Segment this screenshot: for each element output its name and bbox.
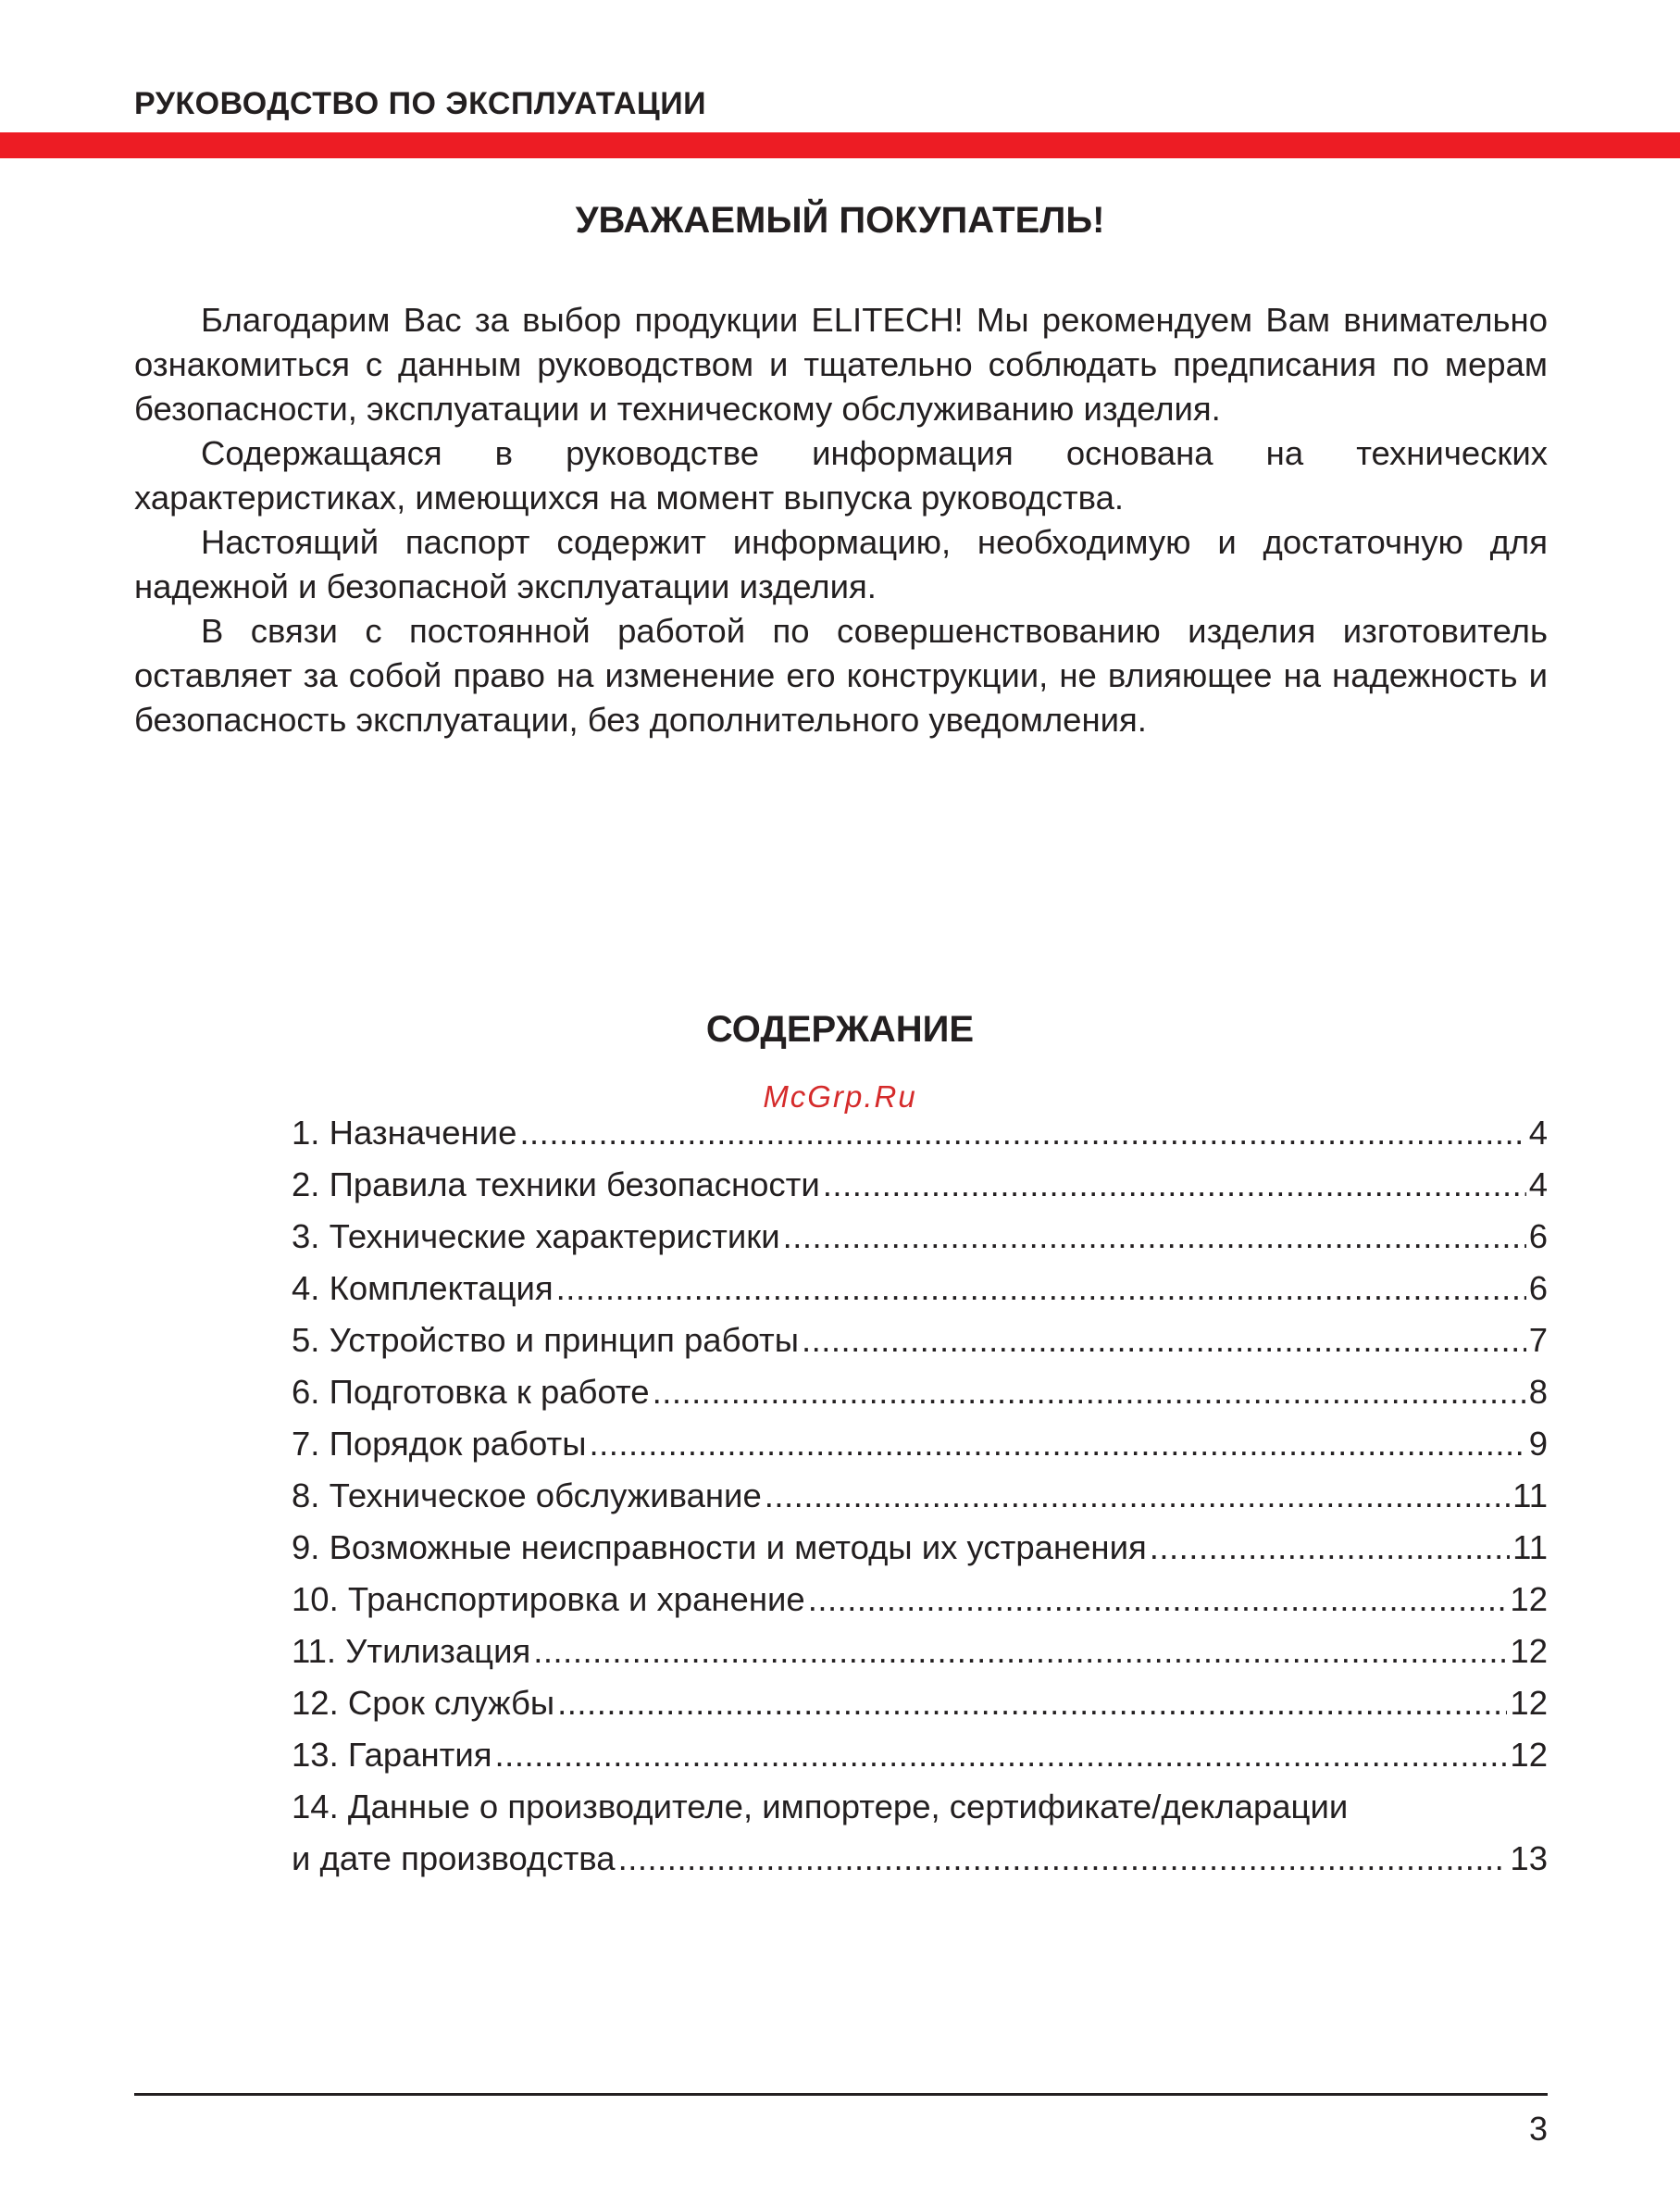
toc-item-page: 4	[1528, 1165, 1548, 1203]
toc-item-label: 12. Срок службы	[292, 1684, 555, 1722]
header-title: РУКОВОДСТВО ПО ЭКСПЛУАТАЦИИ	[134, 86, 707, 121]
toc-item-label: 13. Гарантия	[292, 1736, 492, 1774]
intro-paragraph: Настоящий паспорт содержит информацию, необходимую и достаточную для надежной и безопасной эксплуатации изделия.	[134, 523, 1548, 605]
toc-leader-dots	[653, 1366, 1526, 1418]
toc-item-label: 10. Транспортировка и хранение	[292, 1580, 805, 1618]
toc-item-page: 12	[1510, 1632, 1548, 1670]
toc-item-1[interactable]	[292, 1107, 1548, 1159]
toc-leader-dots	[808, 1574, 1508, 1626]
toc-item-11[interactable]	[292, 1626, 1548, 1677]
toc-item-2[interactable]	[292, 1159, 1548, 1211]
toc-item-10[interactable]	[292, 1574, 1548, 1626]
toc-item-label: 14. Данные о производителе, импортере, сертификате/декларации	[292, 1788, 1349, 1825]
watermark: McGrp.Ru	[763, 1079, 917, 1114]
toc-item-7[interactable]	[292, 1418, 1548, 1470]
toc-item-page: 12	[1510, 1684, 1548, 1722]
toc-item-14[interactable]	[292, 1833, 1548, 1885]
toc-item-5[interactable]	[292, 1314, 1548, 1366]
footer-rule	[134, 2093, 1548, 2096]
toc-item-page: 6	[1528, 1217, 1548, 1255]
toc-item-page: 12	[1510, 1580, 1548, 1618]
toc-leader-dots	[495, 1729, 1508, 1781]
toc-leader-dots	[783, 1211, 1526, 1263]
toc-item-label: 2. Правила техники безопасности	[292, 1165, 820, 1203]
toc-leader-dots	[519, 1107, 1525, 1159]
toc-item-page: 11	[1512, 1476, 1548, 1514]
toc-item-label: 3. Технические характеристики	[292, 1217, 780, 1255]
intro-paragraph: Благодарим Вас за выбор продукции ELITECH! Мы рекомендуем Вам внимательно ознакомиться с данным руководством и тщательно соблюдать предписания по мерам безопасности, эксплуатации и техническому обслуживанию изделия.	[134, 301, 1548, 428]
toc-item-label: 8. Техническое обслуживание	[292, 1476, 762, 1514]
toc-item-page: 9	[1528, 1425, 1548, 1463]
toc-leader-dots	[556, 1263, 1526, 1314]
toc-item-page: 11	[1512, 1528, 1548, 1566]
toc-leader-dots	[533, 1626, 1507, 1677]
toc-item-9[interactable]	[292, 1522, 1548, 1574]
toc-item-6[interactable]	[292, 1366, 1548, 1418]
toc-item-label: 4. Комплектация	[292, 1269, 554, 1307]
toc-item-14-line1[interactable]	[292, 1781, 1548, 1833]
toc-item-4[interactable]	[292, 1263, 1548, 1314]
toc-leader-dots	[618, 1833, 1508, 1885]
toc-item-label: 1. Назначение	[292, 1114, 517, 1152]
toc-leader-dots	[802, 1314, 1526, 1366]
toc-item-page: 4	[1528, 1114, 1548, 1152]
toc-item-13[interactable]	[292, 1729, 1548, 1781]
intro-paragraph: Содержащаяся в руководстве информация основана на технических характеристиках, имеющихся на момент выпуска руководства.	[134, 434, 1548, 517]
toc-item-page: 12	[1510, 1736, 1548, 1774]
toc-item-label: 11. Утилизация	[292, 1632, 531, 1670]
toc-item-page: 13	[1510, 1839, 1548, 1877]
intro-text	[134, 298, 1548, 742]
toc-item-3[interactable]	[292, 1211, 1548, 1263]
toc-item-12[interactable]	[292, 1677, 1548, 1729]
toc-item-label: 6. Подготовка к работе	[292, 1373, 650, 1411]
toc-leader-dots	[765, 1470, 1510, 1522]
toc-leader-dots	[557, 1677, 1507, 1729]
toc-leader-dots	[589, 1418, 1525, 1470]
greeting-title: УВАЖАЕМЫЙ ПОКУПАТЕЛЬ!	[575, 200, 1105, 241]
table-of-contents	[292, 1107, 1548, 1885]
toc-item-label: 7. Порядок работы	[292, 1425, 587, 1463]
toc-item-label: и дате производства	[292, 1839, 616, 1877]
toc-item-label: 9. Возможные неисправности и методы их устранения	[292, 1528, 1147, 1566]
toc-item-8[interactable]	[292, 1470, 1548, 1522]
toc-item-page: 6	[1528, 1269, 1548, 1307]
header-red-bar	[0, 132, 1680, 158]
toc-item-page: 8	[1528, 1373, 1548, 1411]
page-number: 3	[1528, 2110, 1548, 2148]
toc-item-page: 7	[1528, 1321, 1548, 1359]
toc-item-label: 5. Устройство и принцип работы	[292, 1321, 799, 1359]
toc-leader-dots	[823, 1159, 1526, 1211]
toc-title: СОДЕРЖАНИЕ	[705, 1009, 975, 1050]
intro-paragraph: В связи с постоянной работой по совершенствованию изделия изготовитель оставляет за собой право на изменение его конструкции, не влияющее на надежность и безопасность эксплуатации, без дополнительного уведомления.	[134, 612, 1548, 739]
toc-leader-dots	[1150, 1522, 1510, 1574]
